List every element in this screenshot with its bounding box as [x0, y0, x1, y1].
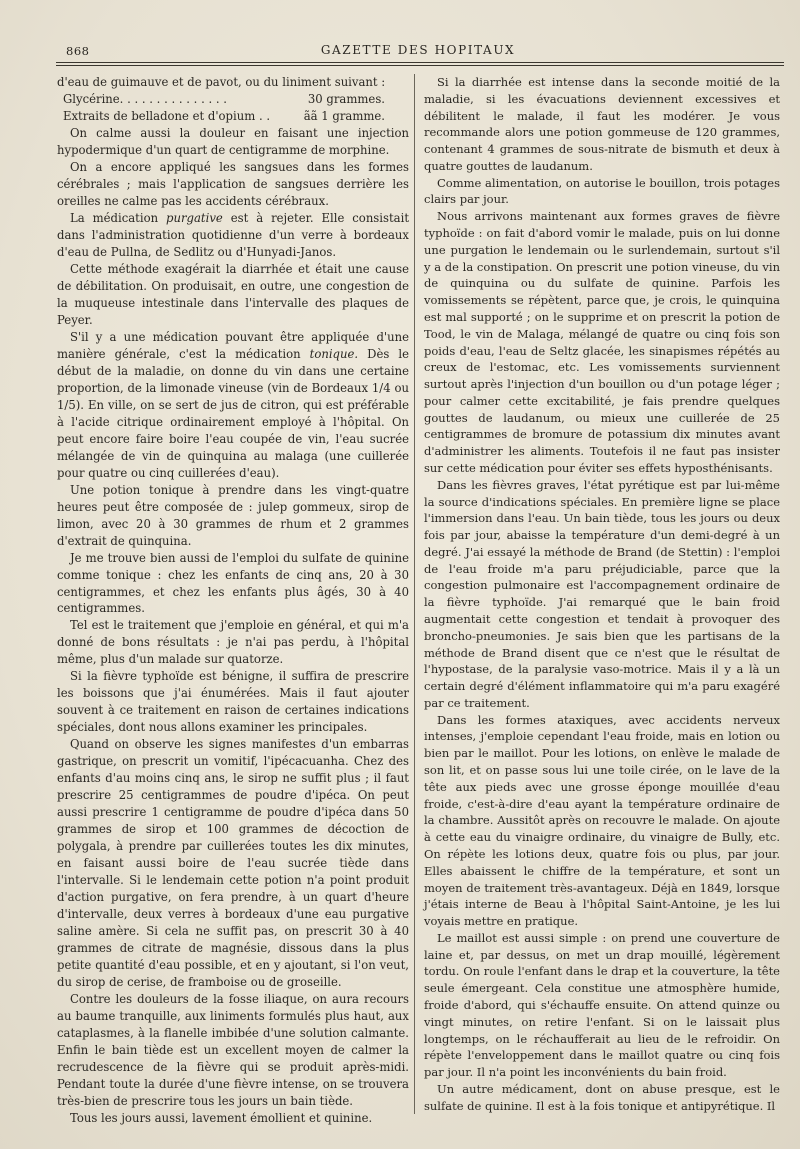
paragraph: On a encore appliqué les sangsues dans les formes cérébrales ; mais l'application de sangsues derrière les oreilles ne calme pas les accidents cérébraux. — [57, 159, 409, 208]
prescription-ingredient: Extraits de belladone et d'opium . . — [63, 108, 271, 123]
emphasis: purgative — [166, 210, 223, 225]
emphasis: tonique. — [309, 346, 359, 361]
paragraph: Si la diarrhée est intense dans la seconde moitié de la maladie, si les évacuations deviennent excessives et débilitent le malade, il faut les modérer. Je vous recommande alors une potion gommeuse de 120 grammes, contenant 4 grammes de sous-nitrate de bismuth et deux à quatre gouttes de laudanum. — [424, 75, 780, 173]
paragraph: La médication purgative est à rejeter. Elle consistait dans l'administration quotidienne d'un verre à bordeaux d'eau de Pullna, de Sedlitz ou d'Hunyadi-Janos. — [57, 210, 409, 259]
header-rule-bottom — [56, 65, 784, 66]
prescription-ingredient: Glycérine. . . . . . . . . . . . . . . — [63, 91, 227, 106]
paragraph: Le maillot est aussi simple : on prend une couverture de laine et, par dessus, on met un drap mouillé, légèrement tordu. On roule l'enfant dans le drap et la couverture, la tête seule émergeant. Cela constitue une atmosphère humide, froide d'abord, qui s'échauffe ensuite. On attend quinze ou vingt minutes, on retire l'enfant. Si on le laissait plus longtemps, on le réchaufferait au lieu de le refroidir. On répète l'enveloppement dans le maillot quatre ou cinq fois par jour. Il n'a point les inconvénients du bain froid. — [424, 930, 780, 1080]
left-column — [57, 74, 409, 1127]
paragraph: S'il y a une médication pouvant être appliquée d'une manière générale, c'est la médication tonique. Dès le début de la maladie, on donne du vin dans une certaine proportion, de la limonade vineuse (vin de Bordeaux 1/4 ou 1/5). En ville, on se sert de jus de citron, qui est préférable à l'acide citrique ordinairement employé à l'hôpital. On peut encore faire boire l'eau coupée de vin, l'eau sucrée mélangée de vin de quinquina au malaga (une cuillerée pour quatre ou cinq cuillerées d'eau). — [57, 329, 409, 480]
header-rule-top — [56, 62, 784, 63]
running-title: GAZETTE DES HOPITAUX — [320, 43, 516, 57]
paragraph: Contre les douleurs de la fosse iliaque, on aura recours au baume tranquille, aux liniments formulés plus haut, aux cataplasmes, à la flanelle imbibée d'une solution calmante. Enfin le bain tiède est un excellent moyen de calmer la recrudescence de la fièvre qui se produit après-midi. Pendant toute la durée d'une fièvre intense, on se trouvera très-bien de prescrire tous les jours un bain tiède. — [57, 992, 409, 1109]
paragraph: Nous arrivons maintenant aux formes graves de fièvre typhoïde : on fait d'abord vomir le malade, puis on lui donne une purgation le lendemain ou le surlendemain, surtout s'il y a de la constipation. On prescrit une potion vineuse, du vin de quinquina ou du sulfate de quinine. Parfois les vomissements se répètent, parce que, je crois, le quinquina est mal supporté ; on le supprime et on prescrit la potion de Tood, le vin de Malaga, mélangé de quatre ou cinq fois son poids d'eau, l'eau de Seltz glacée, les sinapismes répétés au creux de l'estomac, etc. Les vomissements surviennent surtout après l'injection d'un bouillon ou d'un potage léger ; pour calmer cette excitabilité, je fais prendre quelques gouttes de laudanum, ou mieux une cuillerée de 25 centigrammes de bromure de potassium dix minutes avant d'administrer les aliments. Toutefois il ne faut pas insister sur cette médication pour éviter ses effets hyposthénisants. — [424, 209, 780, 475]
prescription-dose: ãã 1 gramme. — [303, 108, 385, 123]
paragraph: Je me trouve bien aussi de l'emploi du sulfate de quinine comme tonique : chez les enfants de cinq ans, 20 à 30 centigrammes, et chez les enfants plus âgés, 30 à 40 centigrammes. — [57, 550, 409, 616]
paragraph: Si la fièvre typhoïde est bénigne, il suffira de prescrire les boissons que j'ai énumérées. Mais il faut ajouter souvent à ce traitement en raison de certaines indications spéciales, dont nous allons examiner les principales. — [57, 669, 409, 735]
right-column — [424, 74, 780, 1114]
paragraph: Une potion tonique à prendre dans les vingt-quatre heures peut être composée de : julep gommeux, sirop de limon, avec 20 à 30 grammes de rhum et 2 grammes d'extrait de quinquina. — [57, 482, 409, 548]
paragraph: Comme alimentation, on autorise le bouillon, trois potages clairs par jour. — [424, 175, 780, 207]
paragraph: Tous les jours aussi, lavement émollient et quinine. — [70, 1111, 373, 1126]
prescription-line — [57, 91, 409, 108]
page-number: 868 — [66, 44, 90, 58]
column-divider — [414, 74, 415, 1114]
paragraph: Tel est le traitement que j'emploie en général, et qui m'a donné de bons résultats : je n'ai pas perdu, à l'hôpital même, plus d'un malade sur quatorze. — [57, 618, 409, 667]
paragraph: Un autre médicament, dont on abuse presque, est le sulfate de quinine. Il est à la fois tonique et antipyrétique. Il — [424, 1081, 780, 1113]
paragraph: On calme aussi la douleur en faisant une injection hypodermique d'un quart de centigramme de morphine. — [57, 125, 409, 157]
paragraph: Cette méthode exagérait la diarrhée et était une cause de débilitation. On produisait, en outre, une congestion de la muqueuse intestinale dans l'intervalle des plaques de Peyer. — [57, 261, 409, 327]
prescription-dose: 30 grammes. — [307, 91, 385, 106]
paragraph: Quand on observe les signes manifestes d'un embarras gastrique, on prescrit un vomitif, l'ipécacuanha. Chez des enfants d'au moins cinq ans, le sirop ne suffit plus ; il faut prescrire 25 centigrammes de poudre d'ipéca. On peut aussi prescrire 1 centigramme de poudre d'ipéca dans 50 grammes de sirop et 100 grammes de décoction de polygala, à prendre par cuillerées toutes les dix minutes, en faisant aussi boire de l'eau sucrée tiède dans l'intervalle. Si le lendemain cette potion n'a point produit d'action purgative, on fera prendre, à un quart d'heure d'intervalle, deux verres à bordeaux d'une eau purgative saline amère. Si cela ne suffit pas, on prescrit 30 à 40 grammes de citrate de magnésie, dissous dans la plus petite quantité d'eau possible, et en y ajoutant, si l'on veut, du sirop de cerise, de framboise ou de groseille. — [57, 737, 409, 990]
prescription-line — [57, 108, 409, 125]
paragraph: d'eau de guimauve et de pavot, ou du liniment suivant : — [57, 75, 386, 89]
page-header — [56, 38, 780, 60]
paragraph: Dans les formes ataxiques, avec accidents nerveux intenses, j'emploie cependant l'eau froide, mais en lotion ou bien par le maillot. Pour les lotions, on enlève le malade de son lit, et on passe sous lui une toile cirée, on le lave de la tête aux pieds avec une grosse éponge mouillée d'eau froide, c'est-à-dire d'eau ayant la température ordinaire de la chambre. Aussitôt après on recouvre le malade. On ajoute à cette eau du vinaigre ordinaire, du vinaigre de Bully, etc. On répète les lotions deux, quatre fois ou plus, par jour. Elles abaissent le chiffre de la température, et sont un moyen de traitement très-avantageux. Déjà en 1849, lorsque j'étais interne de Beau à l'hôpital Saint-Antoine, je les lui voyais mettre en pratique. — [424, 712, 780, 929]
paragraph: Dans les fièvres graves, l'état pyrétique est par lui-même la source d'indications spéciales. En première ligne se place l'immersion dans l'eau. Un bain tiède, tous les jours ou deux fois par jour, abaisse la température d'un demi-degré à un degré. J'ai essayé la méthode de Brand (de Stettin) : l'emploi de l'eau froide m'a paru préjudiciable, parce que la congestion pulmonaire est l'accompagnement ordinaire de la fièvre typhoïde. J'ai remarqué que le bain froid augmentait cette congestion et tendait à provoquer des broncho-pneumonies. Je sais bien que les partisans de la méthode de Brand disent que ce n'est que le résultat de l'hypostase, de la paralysie vaso-motrice. Mais il y a là un certain degré d'élément inflammatoire qui m'a paru exagéré par ce traitement. — [424, 477, 780, 710]
